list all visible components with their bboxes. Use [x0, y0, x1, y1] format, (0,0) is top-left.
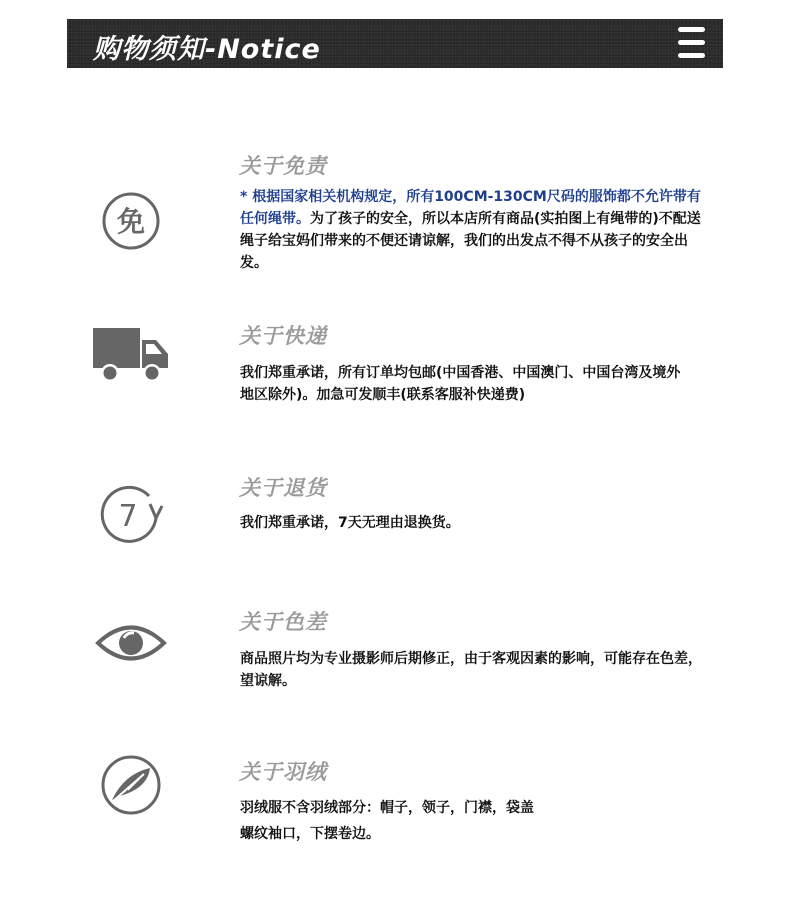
notice-header — [67, 19, 723, 68]
mian-circle-icon — [94, 184, 168, 258]
page-title: 购物须知-Notice — [93, 34, 321, 65]
disclaimer-rest: 为了孩子的安全，所以本店所有商品(实拍图上有绳带的)不配送绳子给宝妈们带来的不便还请谅解，我们的出发点不得不从孩子的安全出发。 — [240, 211, 701, 271]
hamburger-menu-icon[interactable] — [678, 27, 705, 59]
section-body — [240, 797, 710, 845]
disclaimer-highlight: * 根据国家相关机构规定，所有100CM-130CM尺码的服饰都不允许带有任何绳带。 — [240, 189, 701, 227]
section-body: 我们郑重承诺，7天无理由退换货。 — [240, 515, 460, 531]
down-line-2: 螺纹袖口，下摆卷边。 — [240, 826, 380, 842]
section-title: 关于快递 — [239, 324, 327, 348]
section-body: 商品照片均为专业摄影师后期修正，由于客观因素的影响，可能存在色差，望谅解。 — [240, 651, 702, 689]
eye-icon — [94, 606, 168, 680]
section-title: 关于色差 — [239, 610, 327, 634]
section-body: 我们郑重承诺，所有订单均包邮(中国香港、中国澳门、中国台湾及境外地区除外)。加急可发顺丰(联系客服补快递费) — [240, 365, 681, 403]
feather-icon — [94, 748, 168, 822]
delivery-truck-icon — [92, 318, 170, 392]
down-line-1: 羽绒服不含羽绒部分：帽子，领子，门襟，袋盖 — [240, 800, 534, 816]
seven-glyph: 7 — [118, 499, 138, 534]
seven-day-return-icon — [94, 476, 168, 550]
section-title: 关于羽绒 — [239, 760, 327, 784]
section-body — [240, 186, 710, 274]
mian-glyph: 免 — [116, 205, 146, 238]
section-title: 关于退货 — [239, 476, 327, 500]
section-title: 关于免责 — [239, 154, 327, 178]
